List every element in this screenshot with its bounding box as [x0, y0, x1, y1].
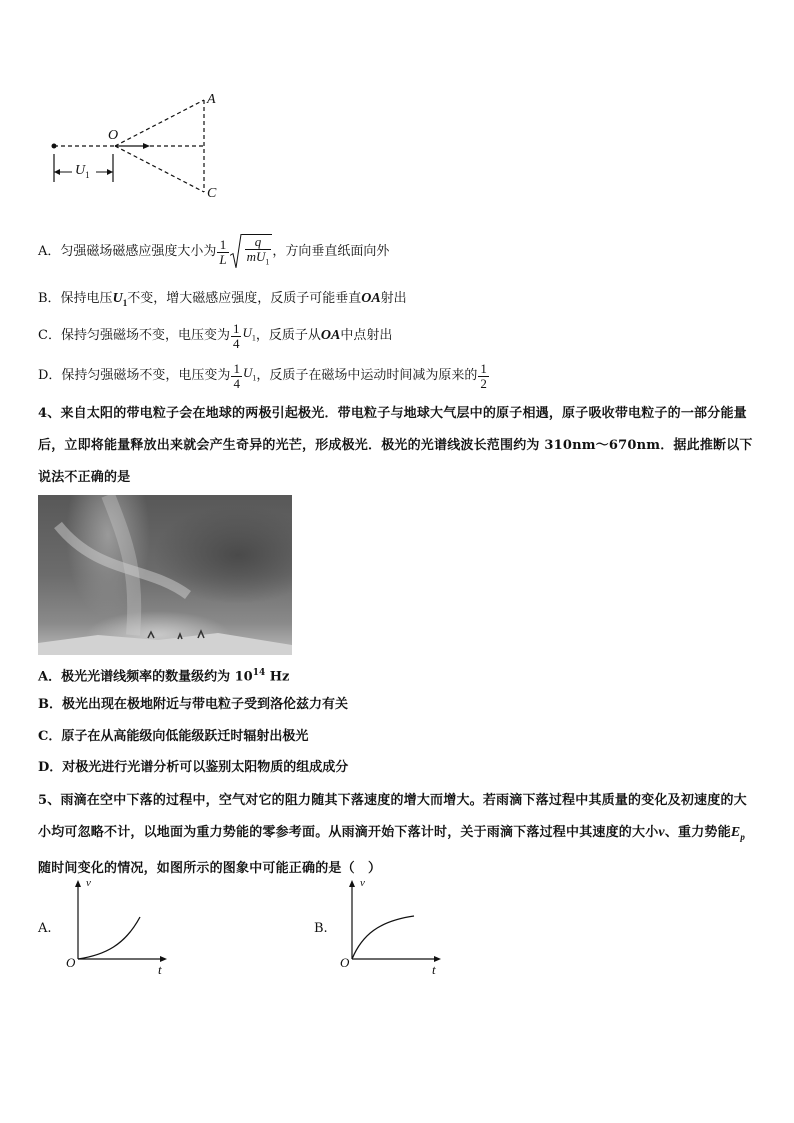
graph-b-origin: O — [340, 955, 350, 970]
graph-a — [60, 875, 175, 975]
q3-option-a: A．匀强磁场磁感应强度大小为 $\frac{1}{L}$ $\frac{q}{mU_1}$ ，方向垂直纸面向外 — [38, 232, 389, 272]
graph-b-y-axis-label: v — [360, 877, 365, 889]
fraction-1-over-2: $\frac{1}{2}$ — [480, 360, 487, 391]
label-C: C — [207, 186, 217, 201]
label-A: A — [207, 92, 216, 107]
q3-option-c: C．保持匀强磁场不变，电压变为 $\frac{1}{4}$ $U_1$ ，反质子从 OA 中点射出 — [38, 320, 393, 351]
sqrt-q-over-mU1: $\frac{q}{mU_1}$ — [230, 234, 273, 270]
fraction-1-over-4: $\frac{1}{4}$ — [233, 360, 240, 391]
graph-a-origin: O — [66, 955, 76, 970]
q3-option-d: D．保持匀强磁场不变，电压变为 $\frac{1}{4}$ $U_1$ ，反质子在磁场中运动时间减为原来的 $\frac{1}{2}$ — [38, 360, 487, 391]
q4-option-c: C．原子在从高能级向低能级跃迁时辐射出极光 — [38, 729, 309, 744]
label-O: O — [108, 128, 119, 143]
q3-option-b: B．保持电压$U_1$不变，增大磁感应强度，反质子可能垂直OA射出 — [38, 291, 407, 308]
fraction-1-over-L: $\frac{1}{L}$ — [219, 236, 227, 267]
graph-a-curve — [78, 917, 140, 959]
graph-a-y-axis-label: v — [86, 877, 91, 889]
aurora-photo — [38, 495, 292, 655]
label-U1: $U_1$ — [75, 163, 90, 180]
graph-b-x-axis-label: t — [432, 962, 436, 977]
graph-a-x-axis-label: t — [158, 962, 162, 977]
q4-stem: 4、来自太阳的带电粒子会在地球的两极引起极光．带电粒子与地球大气层中的原子相遇，原子吸收带电粒子的一部分能量后，立即将能量释放出来就会产生奇异的光芒，形成极光．极光的光谱线波长范围约为 310nm～670nm．据此推断以下说法不正确的是 — [38, 406, 753, 485]
q4-option-b: B．极光出现在极地附近与带电粒子受到洛伦兹力有关 — [38, 697, 348, 712]
q4-option-a: A．极光光谱线频率的数量级约为 $10^{14}$ Hz — [38, 668, 290, 685]
graph-b-label: B. — [314, 921, 328, 936]
fraction-1-over-4: $\frac{1}{4}$ — [232, 320, 240, 351]
graph-b — [334, 875, 449, 975]
graph-a-label: A. — [38, 921, 52, 936]
top-diagram — [40, 88, 230, 208]
q5-stem: 5、雨滴在空中下落的过程中，空气对它的阻力随其下落速度的增大而增大。若雨滴下落过程中其质量的变化及初速度的大小均可忽略不计，以地面为重力势能的零参考面。从雨滴开始下落计时，关于雨滴下落过程中其速度的大小v、重力势能$E_p$随时间变化的情况，如图所示的图象中可能正确的是（ ） — [38, 793, 747, 876]
graph-b-curve — [352, 916, 414, 959]
q4-option-d: D．对极光进行光谱分析可以鉴别太阳物质的组成成分 — [38, 760, 349, 775]
